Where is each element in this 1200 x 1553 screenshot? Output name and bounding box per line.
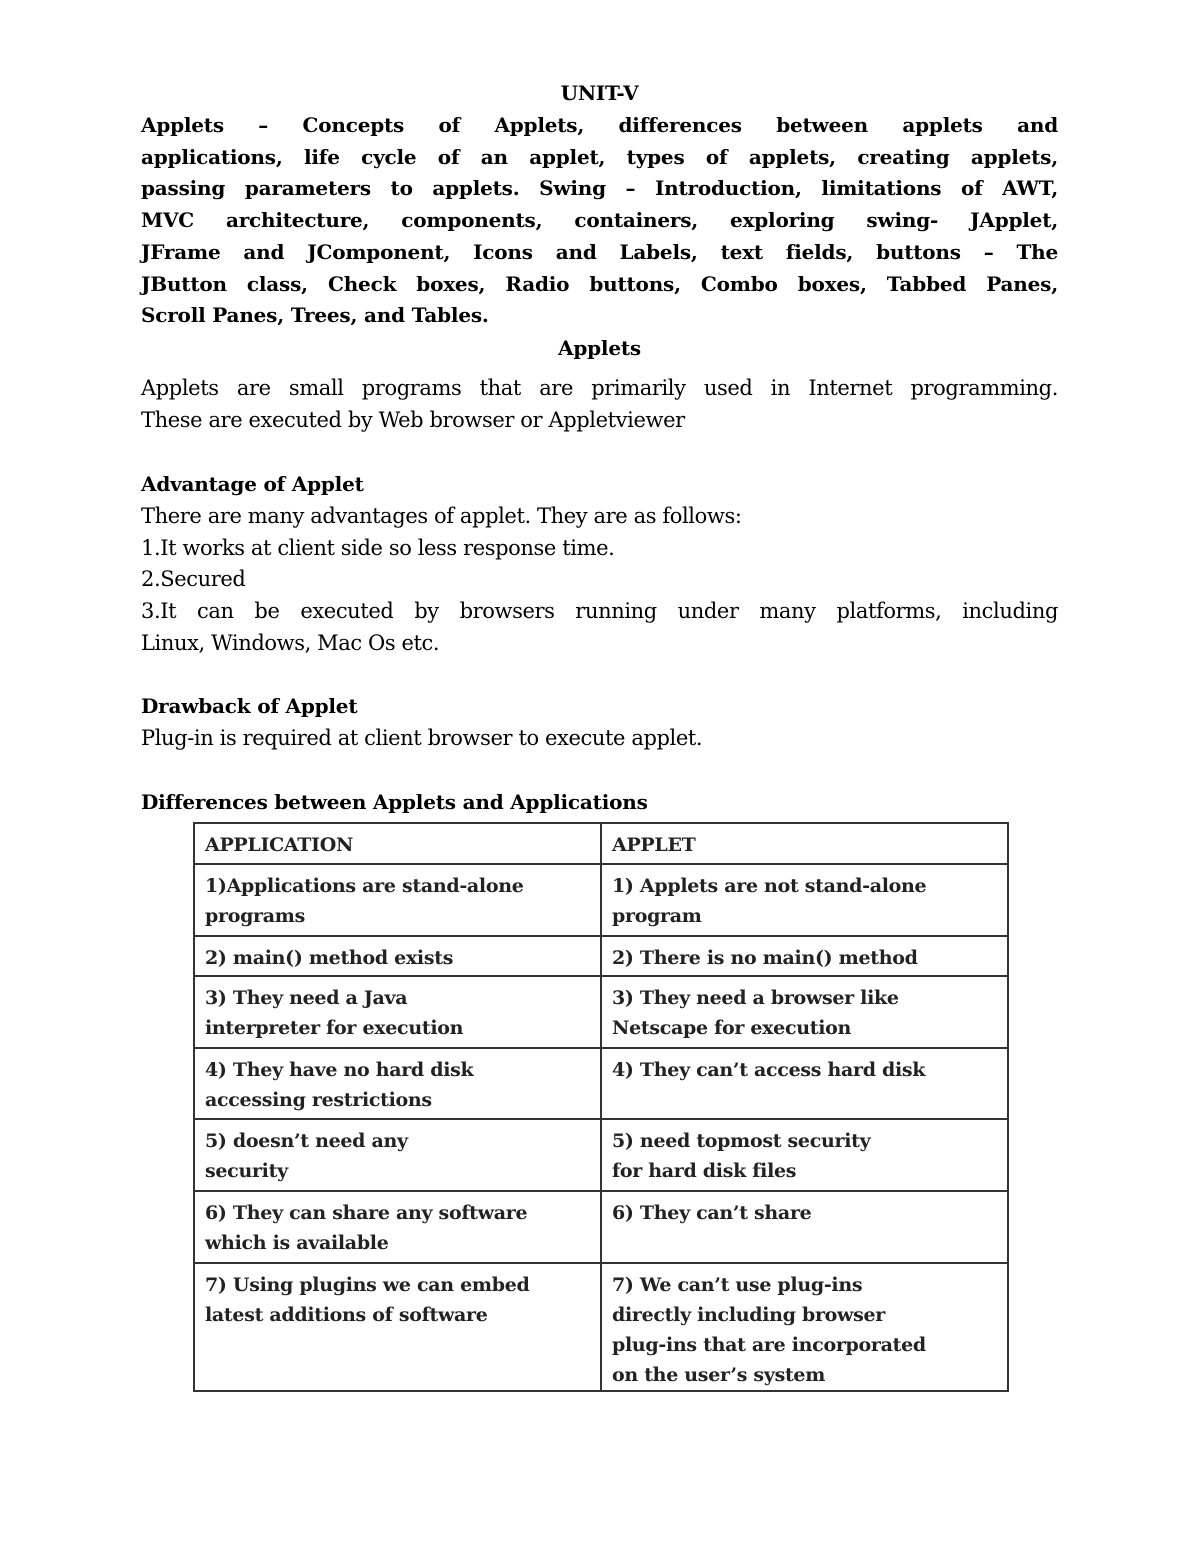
applet-cell	[601, 976, 1008, 1048]
intro-line: Applets are small programs that are primarily used in Internet programming.	[141, 376, 1058, 400]
cell-line: 6) They can’t share	[612, 1202, 812, 1224]
differences-table	[193, 822, 1009, 1392]
cell-line: 4) They have no hard disk	[205, 1059, 474, 1081]
applet-cell	[601, 1191, 1008, 1263]
table-header-row	[194, 823, 1008, 864]
application-cell	[194, 864, 601, 936]
cell-line: which is available	[205, 1232, 389, 1254]
cell-line: 7) Using plugins we can embed	[205, 1274, 530, 1296]
cell-line: 2) main() method exists	[205, 947, 454, 969]
cell-line: latest additions of software	[205, 1304, 488, 1326]
cell-line: 2) There is no main() method	[612, 947, 918, 969]
cell-line: accessing restrictions	[205, 1089, 432, 1111]
table-row	[194, 1048, 1008, 1119]
section-heading: Applets	[558, 336, 641, 360]
cell-line: plug-ins that are incorporated	[612, 1334, 926, 1356]
cell-line: programs	[205, 905, 305, 927]
intro-line: These are executed by Web browser or Appletviewer	[141, 408, 685, 432]
advantage-line: Linux, Windows, Mac Os etc.	[141, 631, 440, 655]
drawback-heading: Drawback of Applet	[141, 694, 358, 718]
syllabus-line: MVC architecture, components, containers, exploring swing- JApplet,	[141, 208, 1058, 232]
cell-line: security	[205, 1160, 288, 1182]
cell-line: 5) need topmost security	[612, 1130, 871, 1152]
cell-line: 6) They can share any software	[205, 1202, 528, 1224]
syllabus-line: JButton class, Check boxes, Radio buttons, Combo boxes, Tabbed Panes,	[141, 272, 1058, 296]
header-cell	[194, 823, 601, 864]
cell-line: 1) Applets are not stand-alone	[612, 875, 927, 897]
drawback-text: Plug-in is required at client browser to execute applet.	[141, 726, 703, 750]
application-cell	[194, 936, 601, 976]
syllabus-line: Scroll Panes, Trees, and Tables.	[141, 303, 489, 327]
application-cell	[194, 976, 601, 1048]
cell-line: on the user’s system	[612, 1364, 826, 1386]
cell-line: APPLICATION	[205, 834, 354, 856]
differences-heading: Differences between Applets and Applications	[141, 790, 648, 814]
advantage-line: 3.It can be executed by browsers running under many platforms, including	[141, 599, 1058, 623]
cell-line: APPLET	[612, 834, 696, 856]
cell-line: for hard disk files	[612, 1160, 797, 1182]
cell-line: directly including browser	[612, 1304, 885, 1326]
cell-line: 4) They can’t access hard disk	[612, 1059, 926, 1081]
advantage-line: 2.Secured	[141, 567, 246, 591]
advantage-line: There are many advantages of applet. They are as follows:	[141, 504, 742, 528]
applet-cell	[601, 1263, 1008, 1391]
applet-cell	[601, 1048, 1008, 1119]
table-row	[194, 1263, 1008, 1391]
table-row	[194, 936, 1008, 976]
syllabus-line: JFrame and JComponent, Icons and Labels, text fields, buttons – The	[141, 240, 1058, 264]
cell-line: Netscape for execution	[612, 1017, 852, 1039]
advantage-heading: Advantage of Applet	[141, 472, 364, 496]
cell-line: interpreter for execution	[205, 1017, 464, 1039]
header-cell	[601, 823, 1008, 864]
syllabus-line: applications, life cycle of an applet, types of applets, creating applets,	[141, 145, 1058, 169]
cell-line: 7) We can’t use plug-ins	[612, 1274, 863, 1296]
syllabus-line: Applets – Concepts of Applets, differences between applets and	[141, 113, 1058, 137]
applet-cell	[601, 864, 1008, 936]
page-title: UNIT-V	[560, 81, 639, 105]
cell-line: 1)Applications are stand-alone	[205, 875, 524, 897]
applet-cell	[601, 936, 1008, 976]
cell-line: program	[612, 905, 702, 927]
table-row	[194, 976, 1008, 1048]
table-row	[194, 1191, 1008, 1263]
cell-line: 3) They need a Java	[205, 987, 408, 1009]
advantage-line: 1.It works at client side so less response time.	[141, 536, 615, 560]
application-cell	[194, 1263, 601, 1391]
cell-line: 5) doesn’t need any	[205, 1130, 408, 1152]
syllabus-line: passing parameters to applets. Swing – Introduction, limitations of AWT,	[141, 176, 1058, 200]
cell-line: 3) They need a browser like	[612, 987, 899, 1009]
applet-cell	[601, 1119, 1008, 1191]
application-cell	[194, 1119, 601, 1191]
table-row	[194, 864, 1008, 936]
application-cell	[194, 1048, 601, 1119]
table-row	[194, 1119, 1008, 1191]
application-cell	[194, 1191, 601, 1263]
